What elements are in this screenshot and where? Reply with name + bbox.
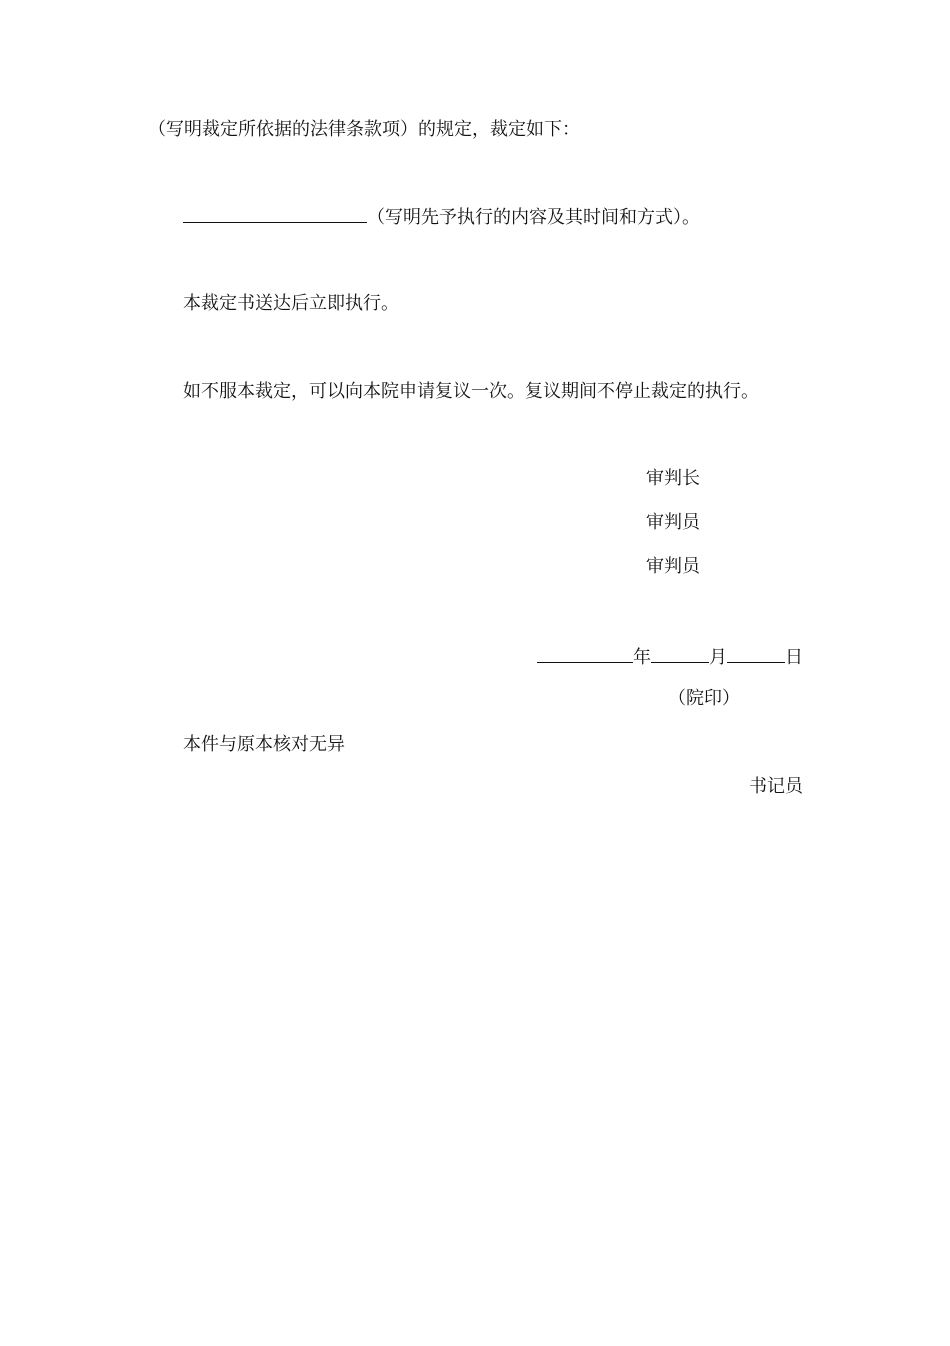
year-blank: [537, 644, 633, 663]
ruling-instruction: （写明先予执行的内容及其时间和方式）。: [367, 207, 700, 228]
day-label: 日: [785, 647, 803, 668]
year-label: 年: [633, 647, 651, 668]
effect-line: 本裁定书送达后立即执行。: [183, 293, 399, 314]
ruling-content-line: [183, 204, 700, 230]
court-seal-label: （院印）: [668, 688, 740, 709]
clerk-label: 书记员: [749, 776, 803, 797]
month-blank: [651, 644, 709, 663]
month-label: 月: [709, 647, 727, 668]
appeal-line: 如不服本裁定，可以向本院申请复议一次。复议期间不停止裁定的执行。: [183, 381, 759, 402]
judge-label-2: 审判员: [646, 556, 700, 577]
date-line: [537, 644, 803, 670]
verification-statement: 本件与原本核对无异: [183, 734, 345, 755]
judge-label-1: 审判员: [646, 512, 700, 533]
day-blank: [727, 644, 785, 663]
presiding-judge-label: 审判长: [646, 468, 700, 489]
ruling-blank: [183, 204, 367, 223]
legal-basis-line: （写明裁定所依据的法律条款项）的规定，裁定如下：: [148, 119, 580, 140]
